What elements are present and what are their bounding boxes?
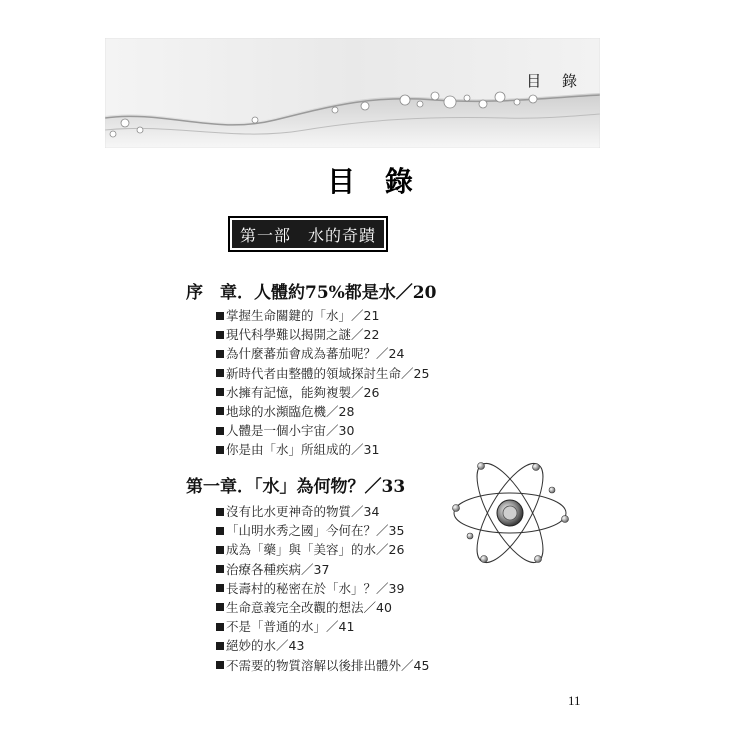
square-bullet-icon [216, 565, 224, 573]
toc-item: 不是「普通的水」／41 [216, 617, 429, 636]
toc-item: 長壽村的秘密在於「水」？／39 [216, 579, 429, 598]
page-title: 目 錄 [327, 165, 423, 198]
square-bullet-icon [216, 312, 224, 320]
square-bullet-icon [216, 331, 224, 339]
toc-item: 沒有比水更神奇的物質／34 [216, 502, 429, 521]
square-bullet-icon [216, 584, 224, 592]
square-bullet-icon [216, 623, 224, 631]
square-bullet-icon [216, 508, 224, 516]
toc-item: 生命意義完全改觀的想法／40 [216, 598, 429, 617]
square-bullet-icon [216, 603, 224, 611]
toc-item: 地球的水瀕臨危機／28 [216, 402, 429, 421]
part-heading: 第一部 水的奇蹟 [232, 220, 384, 248]
toc-list [216, 306, 429, 460]
toc-item: 治療各種疾病／37 [216, 560, 429, 579]
water-splash-banner [105, 38, 600, 148]
toc-item: 「山明水秀之國」今何在？／35 [216, 521, 429, 540]
toc-item: 你是由「水」所組成的／31 [216, 440, 429, 459]
toc-item: 不需要的物質溶解以後排出體外／45 [216, 656, 429, 675]
toc-item: 成為「藥」與「美容」的水／26 [216, 540, 429, 559]
square-bullet-icon [216, 388, 224, 396]
square-bullet-icon [216, 642, 224, 650]
square-bullet-icon [216, 446, 224, 454]
chapter-heading: 序 章．人體約75%都是水／20 [186, 283, 437, 303]
toc-item: 絕妙的水／43 [216, 636, 429, 655]
part-heading-box [228, 216, 388, 252]
toc-item: 人體是一個小宇宙／30 [216, 421, 429, 440]
running-header-label: 目 錄 [526, 72, 585, 90]
toc-item: 新時代者由整體的領域探討生命／25 [216, 364, 429, 383]
toc-item: 為什麼蕃茄會成為蕃茄呢？／24 [216, 344, 429, 363]
square-bullet-icon [216, 350, 224, 358]
page-number: 11 [568, 693, 581, 708]
square-bullet-icon [216, 546, 224, 554]
toc-list [216, 502, 429, 675]
chapter-heading: 第一章．「水」為何物？／33 [186, 477, 406, 497]
toc-item: 水擁有記憶，能夠複製／26 [216, 383, 429, 402]
toc-item: 現代科學難以揭開之謎／22 [216, 325, 429, 344]
square-bullet-icon [216, 369, 224, 377]
square-bullet-icon [216, 527, 224, 535]
square-bullet-icon [216, 661, 224, 669]
toc-item: 掌握生命關鍵的「水」／21 [216, 306, 429, 325]
square-bullet-icon [216, 427, 224, 435]
square-bullet-icon [216, 407, 224, 415]
atom-icon [448, 456, 573, 568]
